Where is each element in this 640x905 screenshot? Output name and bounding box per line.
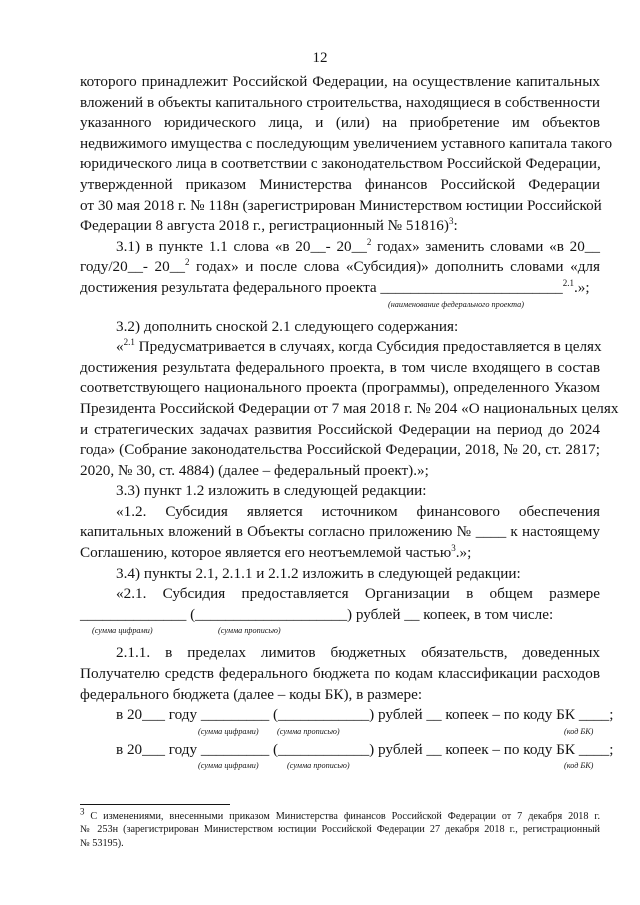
document-body bbox=[80, 72, 619, 772]
text-line: ______________ (____________________) рублей __ копеек, в том числе: bbox=[80, 605, 554, 623]
text-fragment: С изменениями, внесенными приказом Министерства финансов Российской Федерации от 7 декабря 2018 г. bbox=[84, 811, 600, 822]
text-line: указанного юридического лица, и (или) на приобретение им объектов bbox=[80, 114, 600, 132]
text-line: вложений в объекты капитального строительства, находящиеся в собственности bbox=[80, 93, 601, 111]
item-3-3-line: 3.3) пункт 1.2 изложить в следующей редакции: bbox=[116, 482, 427, 500]
caption-sum-words: (сумма прописью) bbox=[287, 761, 350, 771]
text-fragment: : bbox=[453, 217, 458, 235]
page-number: 12 bbox=[312, 50, 328, 66]
text-fragment: годах» заменить словами «в 20__ bbox=[371, 237, 600, 255]
caption-bk-code: (код БК) bbox=[564, 726, 594, 736]
text-line: юридического лица в соответствии с законодательством Российской Федерации, bbox=[80, 155, 601, 173]
caption-sum-digits: (сумма цифрами) bbox=[92, 626, 153, 636]
text-fragment: достижения результата федерального проекта ________________________ bbox=[80, 278, 563, 296]
footnote-ref: 3 bbox=[451, 543, 456, 553]
footnote-line bbox=[80, 806, 600, 823]
field-caption-row bbox=[80, 299, 600, 311]
item-2-1-1-line: 2.1.1. в пределах лимитов бюджетных обязательств, доведенных bbox=[116, 644, 600, 662]
footnote-ref: 3 bbox=[448, 216, 454, 227]
footnote-mark: 3 bbox=[80, 806, 85, 817]
field-caption-row bbox=[80, 625, 600, 637]
field-caption-row bbox=[80, 760, 600, 772]
footnote bbox=[80, 806, 600, 850]
footnote-separator bbox=[80, 804, 230, 805]
footnote-ref: 2.1 bbox=[562, 277, 574, 288]
text-line: капитальных вложений в Объекты согласно приложению № ____ к настоящему bbox=[80, 523, 600, 541]
caption-sum-digits: (сумма цифрами) bbox=[198, 726, 259, 736]
footnote-ref: 2.1 bbox=[123, 337, 135, 348]
text-line bbox=[80, 278, 600, 299]
text-line bbox=[80, 257, 600, 278]
item-3-1-line bbox=[80, 237, 600, 258]
text-line bbox=[80, 337, 600, 358]
text-line: достижения результата федерального проекта, в том числе входящего в состав bbox=[80, 358, 600, 376]
text-line: «1.2. Субсидия является источником финансового обеспечения bbox=[116, 502, 600, 520]
text-line: года» (Собрание законодательства Российской Федерации, 2018, № 20, ст. 2817; bbox=[80, 441, 600, 459]
text-line: Президента Российской Федерации от 7 мая 2018 г. № 204 «О национальных целях bbox=[80, 399, 619, 417]
caption-sum-words: (сумма прописью) bbox=[277, 726, 340, 736]
text-fragment: .»; bbox=[455, 544, 472, 562]
text-fragment: « bbox=[116, 338, 124, 356]
text-line bbox=[80, 543, 600, 564]
footnote-ref: 2 bbox=[184, 257, 190, 268]
text-fragment: Федерации 8 августа 2018 г., регистрационный № 51816) bbox=[80, 217, 449, 235]
caption-sum-words: (сумма прописью) bbox=[218, 626, 281, 636]
field-caption-row bbox=[80, 726, 600, 738]
footnote-line: № 53195). bbox=[80, 837, 124, 849]
footnote-ref: 2 bbox=[366, 236, 372, 247]
text-line: Получателю средств федерального бюджета по кодам классификации расходов bbox=[80, 665, 600, 683]
text-fragment: годах» и после слова «Субсидия)» дополнить словами «для bbox=[189, 258, 600, 276]
text-line bbox=[80, 216, 600, 237]
item-3-2-line: 3.2) дополнить сноской 2.1 следующего содержания: bbox=[116, 317, 459, 335]
text-line: недвижимого имущества с последующим увеличением уставного капитала такого bbox=[80, 134, 613, 152]
text-line: федерального бюджета (далее – коды БК), в размере: bbox=[80, 685, 423, 703]
text-line: 2020, № 30, ст. 4884) (далее – федеральный проект).»; bbox=[80, 461, 429, 479]
text-line: соответствующего национального проекта (программы), определенного Указом bbox=[80, 379, 600, 397]
text-fragment: Соглашению, которое является его неотъемлемой частью bbox=[80, 544, 452, 562]
text-line: и стратегических задачах развития Российской Федерации на период до 2024 bbox=[80, 420, 600, 438]
caption-project-name: (наименование федерального проекта) bbox=[388, 299, 524, 309]
budget-line: в 20___ году _________ (____________) рублей __ копеек – по коду БК ____; bbox=[116, 740, 614, 758]
text-line: «2.1. Субсидия предоставляется Организации в общем размере bbox=[116, 585, 600, 603]
text-fragment: Предусматривается в случаях, когда Субсидия предоставляется в целях bbox=[134, 338, 602, 356]
text-fragment: году/20__- 20__ bbox=[80, 258, 185, 276]
caption-bk-code: (код БК) bbox=[564, 761, 594, 771]
item-3-4-line: 3.4) пункты 2.1, 2.1.1 и 2.1.2 изложить в следующей редакции: bbox=[116, 564, 521, 582]
text-line: которого принадлежит Российской Федерации, на осуществление капитальных bbox=[80, 73, 600, 90]
footnote-line: № 253н (зарегистрирован Министерством юстиции Российской Федерации 27 декабря 2018 г., регистрационный bbox=[80, 824, 600, 836]
text-line: утвержденной приказом Министерства финансов Российской Федерации bbox=[80, 175, 600, 193]
text-fragment: 3.1) в пункте 1.1 слова «в 20__- 20__ bbox=[116, 237, 367, 255]
text-line: от 30 мая 2018 г. № 118н (зарегистрирован Министерством юстиции Российской bbox=[80, 196, 602, 214]
text-fragment: .»; bbox=[573, 278, 590, 296]
caption-sum-digits: (сумма цифрами) bbox=[198, 761, 259, 771]
budget-line: в 20___ году _________ (____________) рублей __ копеек – по коду БК ____; bbox=[116, 706, 614, 724]
